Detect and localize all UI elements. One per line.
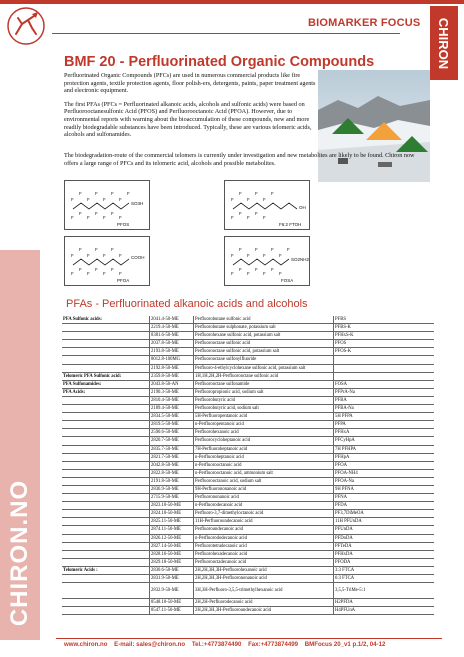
name-cell: Perfluorooctane sulfonylfluoride — [194, 356, 334, 363]
code-cell: 2819.5-50-ME — [150, 421, 194, 428]
structure-box-ftoh — [224, 180, 310, 230]
abbr-cell: PFDA — [335, 503, 347, 509]
svg-text:F: F — [231, 215, 234, 220]
category-cell: Telomeric Acids : — [62, 567, 150, 574]
name-cell: Perfluorohexane sulfonic acid, potassium salt — [194, 332, 334, 339]
name-cell: Perfluorooctadecanoic acid — [194, 559, 334, 566]
side-brand-label: CHIRON.NO — [6, 479, 33, 627]
code-cell: 2037.8-50-ME — [150, 340, 194, 347]
svg-text:F: F — [239, 267, 242, 272]
category-cell — [62, 551, 150, 558]
table-row — [62, 575, 434, 583]
structure-box-pfoa — [64, 236, 150, 286]
name-cell: Perfluorooctane sulfonamide — [194, 381, 334, 388]
intro-paragraph-2: The first PFAs (PFCs = Perfluorinated alkanoic acids, alcohols and sulfonic acids) were based on Perfluorooctanesulfonic Acid (PFOS) and Perfluorooctanoic Acid (PFOA). However, due to environmental reports with warning about the bioaccumulation of these compounds, new and more readily biodegradable substances have been introduced. Typically, these are various telomeric acids, alcohols and sulfonamides. — [64, 100, 312, 139]
abbr-cell: PFHxS-K — [335, 333, 354, 339]
name-cell: Perfluorobutane sulfonic acid — [194, 316, 334, 323]
name-cell: Perfluoropropionic acid, sodium salt — [194, 389, 334, 396]
table-row — [62, 429, 434, 437]
table-row — [62, 324, 434, 332]
structure-group-ftoh: OH — [299, 205, 306, 210]
code-cell: 2825.11-50-ME — [150, 518, 194, 525]
header-rule — [52, 33, 400, 34]
svg-text:F: F — [71, 197, 74, 202]
name-cell: 5H-Perfluoropentanoic acid — [194, 413, 334, 420]
svg-text:F: F — [119, 215, 122, 220]
svg-text:F: F — [87, 253, 90, 258]
footer-fax: Fax:+4773874499 — [248, 641, 299, 648]
abbr-cell: 7H PFHPA — [335, 446, 357, 452]
abbr-cell: 3:3 FTCA — [335, 567, 355, 573]
category-cell — [62, 413, 150, 420]
code-cell: 2828.16-50-ME — [150, 551, 194, 558]
footer-ref: BMFocus 20_v1 p.1/2, 04-12 — [304, 641, 386, 648]
code-cell: 8381.6-50-ME — [150, 332, 194, 339]
table-row — [62, 567, 434, 575]
section-title: PFAs - Perfluorinated alkanoic acids and alcohols — [66, 298, 308, 310]
category-cell — [62, 437, 150, 444]
code-cell: 2830.6-50-ME — [150, 567, 194, 574]
table-row — [62, 405, 434, 413]
abbr-cell: PFOA-NH4 — [335, 470, 358, 476]
code-cell: 2821.7-50-ME — [150, 454, 194, 461]
category-cell — [62, 543, 150, 550]
abbr-cell: PFPrA-Na — [335, 389, 355, 395]
table-row — [62, 583, 434, 599]
table-row — [62, 510, 434, 518]
table-row — [62, 502, 434, 510]
abbr-cell: PFBA — [335, 397, 347, 403]
footer-web-link[interactable]: www.chiron.no — [64, 641, 108, 648]
code-cell: 2820.7-50-ME — [150, 437, 194, 444]
code-cell: 2191.8-50-ME — [150, 478, 194, 485]
abbr-cell: 6:3 FTCA — [335, 576, 355, 581]
svg-text:F: F — [231, 253, 234, 258]
page-title: BMF 20 - Perfluorinated Organic Compounds — [64, 54, 375, 70]
code-cell: 2715.9-50-ME — [150, 494, 194, 501]
svg-text:F: F — [87, 197, 90, 202]
code-cell: 2041.4-50-ME — [150, 316, 194, 323]
structure-group-pfoa: COOH — [131, 255, 145, 260]
code-cell: 2193.8-50-ME — [150, 348, 194, 355]
svg-text:F: F — [111, 267, 114, 272]
svg-text:F: F — [231, 197, 234, 202]
table-row — [62, 446, 434, 454]
abbr-cell — [334, 356, 434, 363]
code-cell: 2874.11-50-ME — [150, 526, 194, 533]
name-cell: Perfluorooctanoic acid, sodium salt — [194, 478, 334, 485]
code-cell: 2043.8-50-AN — [150, 381, 194, 388]
top-accent-rule — [0, 0, 464, 4]
abbr-cell: PFBA-Na — [335, 406, 354, 412]
svg-text:F: F — [103, 271, 106, 276]
table-row — [62, 340, 434, 348]
table-row — [62, 373, 434, 381]
category-cell — [62, 462, 150, 469]
name-cell: Perfluorobutyric acid, sodium salt — [194, 405, 334, 412]
code-cell: 8548.10-50-ME — [150, 599, 194, 606]
name-cell: Perfluorohexadecanoic acid — [194, 551, 334, 558]
table-row — [62, 543, 434, 551]
abbr-cell: PFPA — [335, 422, 346, 428]
name-cell: n-Perfluorooctanoic acid — [194, 462, 334, 469]
category-cell — [62, 559, 150, 566]
footer-rule — [56, 638, 442, 639]
svg-text:F: F — [103, 197, 106, 202]
svg-text:F: F — [71, 253, 74, 258]
svg-text:F: F — [79, 191, 82, 196]
code-cell: 2590.6-50-ME — [150, 429, 194, 436]
abbr-cell: PFHxDA — [335, 551, 353, 557]
svg-text:F: F — [263, 197, 266, 202]
table-row — [62, 462, 434, 470]
svg-text:F: F — [111, 191, 114, 196]
name-cell: n-Perfluoropentanoic acid — [194, 421, 334, 428]
category-cell — [62, 583, 150, 598]
code-cell: 2831.9-50-ME — [150, 575, 194, 582]
intro-paragraph-1: Perfluorinated Organic Compounds (PFCs) are used in numerous commercial products like fire protection agents, textile protection agents, floor polish-ers, detergents, paints, paper treatment agents and electronic equipment. — [64, 72, 316, 95]
category-cell — [62, 348, 150, 355]
footer-tel: Tel.:+4773874490 — [191, 641, 242, 648]
svg-text:F: F — [87, 215, 90, 220]
abbr-cell: H2PFDA — [335, 600, 353, 606]
chiron-tab — [430, 6, 458, 80]
code-cell: 2810.4-50-ME — [150, 397, 194, 404]
abbr-cell: PFHpA — [335, 454, 350, 460]
abbr-cell: PFOA-Na — [335, 478, 355, 484]
code-cell: 2836.9-50-ME — [150, 486, 194, 493]
code-cell: 2827.14-50-ME — [150, 543, 194, 550]
table-row — [62, 437, 434, 445]
category-cell — [62, 535, 150, 542]
svg-text:F: F — [263, 253, 266, 258]
footer — [64, 641, 385, 648]
category-cell — [62, 526, 150, 533]
table-row — [62, 365, 434, 373]
abbr-cell: FOSA — [335, 381, 347, 387]
abbr-cell: PFNA — [335, 495, 347, 501]
abbr-cell: PF3,7DiMeOA — [335, 511, 364, 517]
code-cell: 8547.11-50-ME — [150, 607, 194, 614]
name-cell: Perfluoroundecanoic acid — [194, 526, 334, 533]
table-row — [62, 551, 434, 559]
svg-text:F: F — [119, 253, 122, 258]
category-cell — [62, 405, 150, 412]
table-row — [62, 381, 434, 389]
svg-text:F: F — [79, 267, 82, 272]
table-row — [62, 607, 434, 615]
structure-group-fosa: SO2NH2 — [291, 257, 310, 262]
svg-text:F: F — [79, 247, 82, 252]
structure-label-ftoh: F6:2 FTOH — [279, 222, 302, 227]
code-cell: 2190.3-50-ME — [150, 389, 194, 396]
name-cell: Perfluoro-4-ethylcyclohexane sulfonic acid, potassium salt — [194, 365, 334, 372]
abbr-cell: PFHxA — [335, 430, 350, 436]
intro-text — [64, 72, 320, 139]
svg-text:F: F — [247, 253, 250, 258]
category-cell — [62, 502, 150, 509]
code-cell: 2042.8-50-ME — [150, 462, 194, 469]
structure-box-fosa — [224, 236, 310, 286]
table-row — [62, 389, 434, 397]
abbr-cell: PFTeDA — [335, 543, 352, 549]
category-cell — [62, 599, 150, 606]
name-cell: Perfluorocycloheptanoic acid — [194, 437, 334, 444]
abbr-cell: PFOA — [335, 462, 347, 468]
svg-text:F: F — [263, 271, 266, 276]
name-cell: 2H,2H,3H,3H-Perfluorohexanoic acid — [194, 567, 334, 574]
abbr-cell — [334, 373, 434, 380]
category-cell — [62, 494, 150, 501]
svg-text:F: F — [239, 247, 242, 252]
svg-text:F: F — [231, 271, 234, 276]
name-cell: 9H-Perfluorononanoic acid — [194, 486, 334, 493]
structure-group-pfos: SO3H — [131, 201, 144, 206]
name-cell: Perfluorooctane sulfonic acid — [194, 340, 334, 347]
svg-text:F: F — [255, 191, 258, 196]
category-cell — [62, 365, 150, 372]
svg-text:F: F — [255, 267, 258, 272]
code-cell: 8012.8-100MG — [150, 356, 194, 363]
abbr-cell: 11H PFUnDA — [335, 519, 362, 525]
chiron-tab-label: CHIRON — [436, 17, 452, 69]
intro-paragraph-3: The biodegradation-route of the commercial telomers is currently under investigation and new metabolites are likely to be found. Chiron now offers a large range of PFCs and its telomeric acid, alcohols and possible metabolites. — [64, 152, 415, 167]
svg-text:F: F — [103, 215, 106, 220]
code-cell: 2829.18-50-ME — [150, 559, 194, 566]
code-cell: 2822.8-50-ME — [150, 470, 194, 477]
svg-text:F: F — [239, 191, 242, 196]
name-cell: 7H-Perfluoroheptanoic acid — [194, 446, 334, 453]
svg-text:F: F — [287, 247, 290, 252]
svg-text:F: F — [119, 271, 122, 276]
footer-email-link[interactable]: E-mail: sales@chiron.no — [114, 641, 186, 648]
category-cell — [62, 429, 150, 436]
svg-text:F: F — [119, 197, 122, 202]
name-cell: Perfluorononanoic acid — [194, 494, 334, 501]
svg-text:F: F — [255, 211, 258, 216]
table-row — [62, 478, 434, 486]
table-row — [62, 470, 434, 478]
category-cell — [62, 421, 150, 428]
table-row — [62, 316, 434, 324]
category-cell — [62, 340, 150, 347]
chiron-logo-icon — [6, 6, 46, 46]
category-cell: PFA Sulfonic acids: — [62, 316, 150, 323]
abbr-cell: PFBS — [335, 317, 346, 322]
svg-text:F: F — [95, 247, 98, 252]
svg-text:F: F — [95, 191, 98, 196]
category-cell — [62, 332, 150, 339]
product-table — [62, 316, 434, 615]
category-cell — [62, 518, 150, 525]
svg-text:F: F — [95, 211, 98, 216]
code-cell: 2823.10-50-ME — [150, 502, 194, 509]
svg-text:F: F — [103, 253, 106, 258]
name-cell: 2H,2H,3H,3H-Perfluoroundecanoic acid — [194, 607, 334, 614]
category-cell: PFA Sulfonamides: — [62, 381, 150, 388]
code-cell: 2192.8-50-ME — [150, 365, 194, 372]
svg-text:F: F — [239, 211, 242, 216]
code-cell: 2826.12-50-ME — [150, 535, 194, 542]
table-row — [62, 526, 434, 534]
category-cell — [62, 607, 150, 614]
name-cell: Perfluorobutyric acid — [194, 397, 334, 404]
structure-label-pfos: PFOS — [117, 222, 130, 227]
table-row — [62, 518, 434, 526]
svg-text:F: F — [271, 247, 274, 252]
abbr-cell: PFUnDA — [335, 527, 353, 533]
abbr-cell: PFOS — [335, 341, 347, 347]
abbr-cell: PFDoDA — [335, 535, 353, 541]
code-cell: 2835.7-50-ME — [150, 446, 194, 453]
name-cell: n-Perfluorooctanoic acid, ammonium salt — [194, 470, 334, 477]
table-row — [62, 599, 434, 607]
code-cell: 2834.5-50-ME — [150, 413, 194, 420]
name-cell: 3H,3H-Perfluoro-3,5,5-trimethylhexanoic acid — [194, 583, 334, 598]
abbr-cell: PFBS-K — [335, 325, 351, 331]
table-row — [62, 356, 434, 364]
svg-text:F: F — [247, 215, 250, 220]
abbr-cell — [334, 365, 434, 372]
svg-text:F: F — [279, 253, 282, 258]
name-cell: 2H,2H-Perfluorodecanoic acid — [194, 599, 334, 606]
code-cell: 2824.10-50-ME — [150, 510, 194, 517]
svg-text:F: F — [255, 247, 258, 252]
category-cell — [62, 510, 150, 517]
svg-text:F: F — [71, 215, 74, 220]
name-cell: Perfluorobutane sulphonate, potassium salt — [194, 324, 334, 331]
name-cell: 1H,1H,2H,2H-Perfluorooctane sulfonic acid — [194, 373, 334, 380]
abbr-cell: H4PFUnA — [335, 608, 356, 614]
table-row — [62, 494, 434, 502]
abbr-cell: PFCyHpA — [335, 438, 355, 444]
name-cell: Perfluoro-3,7-dimethyloctanoic acid — [194, 510, 334, 517]
category-cell: PFA Acids: — [62, 389, 150, 396]
table-row — [62, 332, 434, 340]
svg-text:F: F — [247, 197, 250, 202]
table-row — [62, 413, 434, 421]
category-cell — [62, 324, 150, 331]
svg-text:F: F — [263, 215, 266, 220]
name-cell: 2H,2H,3H,3H-Perfluorononanoic acid — [194, 575, 334, 582]
svg-text:F: F — [71, 271, 74, 276]
svg-text:F: F — [127, 191, 130, 196]
side-brand — [7, 468, 33, 638]
code-cell: 2832.9-50-ME — [150, 583, 194, 598]
name-cell: Perfluorooctane sulfonic acid, potassium salt — [194, 348, 334, 355]
table-row — [62, 421, 434, 429]
category-cell — [62, 446, 150, 453]
structure-label-pfoa: PFOA — [117, 278, 130, 283]
name-cell: 11H-Perfluoroundecanoic acid — [194, 518, 334, 525]
table-row — [62, 397, 434, 405]
name-cell: Perfluorotetradecanoic acid — [194, 543, 334, 550]
svg-text:F: F — [87, 271, 90, 276]
category-cell — [62, 470, 150, 477]
table-row — [62, 348, 434, 356]
svg-text:F: F — [111, 211, 114, 216]
name-cell: n-Perfluorododecanoic acid — [194, 535, 334, 542]
category-cell — [62, 356, 150, 363]
abbr-cell: 5H PFPA — [335, 414, 353, 420]
svg-text:F: F — [95, 267, 98, 272]
name-cell: n-Perfluorodecanoic acid — [194, 502, 334, 509]
code-cell: 2219.4-50-ME — [150, 324, 194, 331]
category-cell — [62, 575, 150, 582]
name-cell: Perfluorohexanoic acid — [194, 429, 334, 436]
table-row — [62, 535, 434, 543]
table-row — [62, 559, 434, 567]
brand-title: BIOMARKER FOCUS — [308, 17, 421, 29]
category-cell — [62, 397, 150, 404]
code-cell: 2189.4-50-ME — [150, 405, 194, 412]
name-cell: n-Perfluoroheptanoic acid — [194, 454, 334, 461]
category-cell — [62, 478, 150, 485]
svg-text:F: F — [111, 247, 114, 252]
svg-text:F: F — [271, 191, 274, 196]
table-row — [62, 486, 434, 494]
svg-text:F: F — [271, 267, 274, 272]
structure-box-pfos — [64, 180, 150, 230]
abbr-cell: 9H PFNA — [335, 486, 354, 492]
svg-text:F: F — [279, 271, 282, 276]
svg-text:F: F — [247, 271, 250, 276]
abbr-cell: 3,5,5-TriMe-5:1 — [335, 588, 366, 594]
category-cell — [62, 486, 150, 493]
code-cell: 2359.8-50-ME — [150, 373, 194, 380]
abbr-cell: PFODA — [335, 559, 351, 565]
structure-label-fosa: FOSA — [281, 278, 294, 283]
table-row — [62, 454, 434, 462]
svg-text:F: F — [79, 211, 82, 216]
abbr-cell: PFOS-K — [335, 349, 352, 355]
category-cell — [62, 454, 150, 461]
category-cell: Telomeric PFA Sulfonic acid: — [62, 373, 150, 380]
